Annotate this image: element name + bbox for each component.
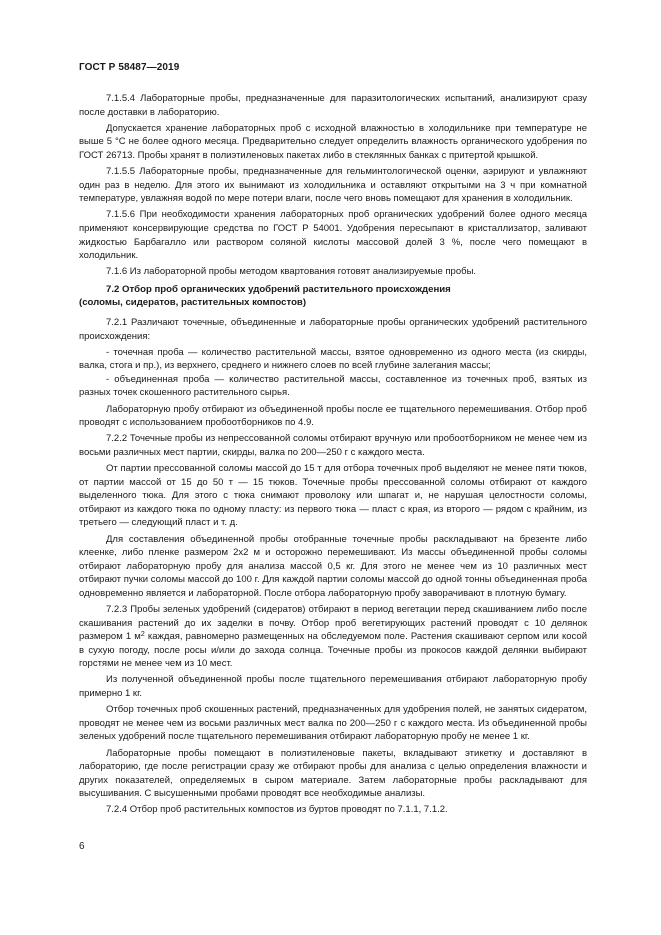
paragraph-7-2-3 bbox=[79, 603, 587, 671]
paragraph-7-2-1: 7.2.1 Различают точечные, объединенные и лабораторные пробы органических удобрений растительного происхождения: bbox=[79, 316, 587, 342]
paragraph-lab-sample: Лабораторную пробу отбирают из объединенной пробы после ее тщательного перемешивания. Отбор проб проводят с использованием пробоотборников по 4.9. bbox=[79, 403, 587, 429]
document-body bbox=[79, 92, 587, 820]
section-heading-line2: (соломы, сидератов, растительных компостов) bbox=[79, 297, 307, 309]
list-item-point-sample: - точечная проба — количество растительной массы, взятое одновременно из одного места (из скирды, валка, стога и пр.), из верхнего, среднего и нижнего слоев по всей глубине залегания массы; bbox=[79, 346, 587, 372]
list-item-combined-sample: - объединенная проба — количество растительной массы, составленное из точечных проб, взятых из разных точек скошенного растительного сырья. bbox=[79, 373, 587, 399]
paragraph-7-2-2: 7.2.2 Точечные пробы из непрессованной соломы отбирают вручную или пробоотборником не менее чем из восьми различных мест партии, скирды, валка по 200—250 г с каждого места. bbox=[79, 433, 587, 458]
paragraph-7-1-5-4: 7.1.5.4 Лабораторные пробы, предназначенные для паразитологических испытаний, анализируют сразу после доставки в лабораторию. bbox=[79, 93, 587, 118]
paragraph-cut-plants: Отбор точечных проб скошенных растений, предназначенных для удобрения полей, не занятых сидератом, проводят не менее чем из восьми различных мест валка по 200—250 г с каждого места. Из объединенной пробы зеленых удобрений после тщательного перемешивания отбирают лабораторную пробу не менее 1 кг. bbox=[79, 704, 587, 743]
superscript-square: 2 bbox=[140, 631, 145, 639]
paragraph-7-2-4: 7.2.4 Отбор проб растительных компостов из буртов проводят по 7.1.1, 7.1.2. bbox=[106, 804, 448, 816]
paragraph-storage: Допускается хранение лабораторных проб с исходной влажностью в холодильнике при температуре не выше 5 °С не более одного месяца. Предварительно следует определить влажность органического удобрения по ГОСТ 26713. Пробы хранят в полиэтиленовых пакетах либо в стеклянных банках с притертой крышкой. bbox=[79, 122, 587, 161]
paragraph-lab-delivery: Лабораторные пробы помещают в полиэтиленовые пакеты, вкладывают этикетку и доставляют в лабораторию, где после регистрации сразу же отбирают пробы для анализа с целью определения влажности и других показателей, определяемых в сыром материале. Затем лабораторные пробы раскладывают для высушивания. С высушенными пробами проводят все необходимые анализы. bbox=[79, 747, 587, 800]
section-heading-7-2 bbox=[79, 283, 587, 310]
paragraph-combined-sample-prep: Для составления объединенной пробы отобранные точечные пробы раскладывают на брезенте либо клеенке, либо пленке размером 2х2 м и осторожно перемешивают. Из массы объединенной пробы соломы отбирают лабораторную пробу для анализа массой 0,5 кг. Для этого не менее чем из 10 различных мест отбирают пучки соломы массой до 100 г. Для каждой партии соломы массой до одной тонны объединенная проба одновременно является и лабораторной. После отбора лабораторную пробу заворачивают в плотную бумагу. bbox=[79, 533, 587, 599]
paragraph-7-2-3-part1: 7.2.3 Пробы зеленых удобрений (сидератов) отбирают в период вегетации перед скашиванием либо после скашивания растений до их заделки в почву. Отбор проб вегетирующих растений проводят с 10 делянок размером 1 м bbox=[79, 604, 587, 643]
section-heading-line1: 7.2 Отбор проб органических удобрений растительного происхождения bbox=[106, 283, 451, 295]
document-header: ГОСТ Р 58487—2019 bbox=[79, 62, 180, 73]
paragraph-7-2-3-part2: каждая, равномерно размещенных на обследуемом поле. Растения скашивают серпом или косой в сухую погоду, после росы и/или до захода солнца. Точечные пробы из прокосов каждой делянки выбирают горстями не менее чем из 10 мест. bbox=[79, 631, 587, 670]
paragraph-7-1-6: 7.1.6 Из лабораторной пробы методом квартования готовят анализируемые пробы. bbox=[106, 266, 477, 278]
paragraph-7-1-5-5: 7.1.5.5 Лабораторные пробы, предназначенные для гельминтологической оценки, аэрируют и увлажняют один раз в неделю. Для этого их вынимают из холодильника и оставляют открытыми на 3 ч при комнатной температуре, увлажняя водой по мере потери влаги, после чего вновь помещают для хранения в холодильник. bbox=[79, 166, 587, 205]
paragraph-pressed-straw: От партии прессованной соломы массой до 15 т для отбора точечных проб выделяют не менее пяти тюков, от партии массой от 15 до 50 т — 15 тюков. Точечные пробы прессованной соломы отбирают от каждого выделенного тюка. Для этого с тюка снимают проволоку или шпагат и, не нарушая целостности соломы, отбирают из каждого тюка по одному пласту: из первого тюка — пласт с края, из второго — рядом с крайним, из третьего — следующий пласт и т. д. bbox=[79, 463, 587, 529]
page-number: 6 bbox=[79, 841, 85, 852]
paragraph-7-1-5-6: 7.1.5.6 При необходимости хранения лабораторных проб органических удобрений более одного месяца применяют консервирующие средства по ГОСТ Р 54001. Удобрения пересыпают в кристаллизатор, заливают жидкостью Барбагалло или раствором соляной кислоты массовой долей 3 %, после чего помещают в холодильник. bbox=[79, 209, 587, 262]
paragraph-green-lab-sample: Из полученной объединенной пробы после тщательного перемешивания отбирают лабораторную пробу примерно 1 кг. bbox=[79, 674, 587, 699]
